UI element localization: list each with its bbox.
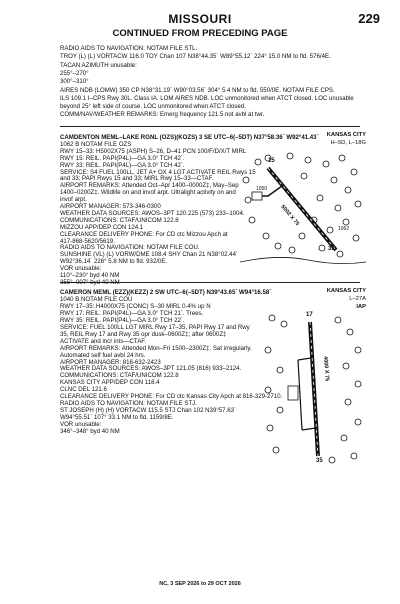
camdenton-line: RWY 33: REIL. PAPI(P4L)—GA 3.0° TCH 42´. (60, 161, 185, 169)
cameron-line: WEATHER DATA SOURCES: AWOS–3PT 121.05 (816) 933–2124. (60, 365, 242, 373)
cameron-line: VOR unusable: (60, 421, 102, 429)
cameron-rwy-end-35: 35 (316, 458, 323, 464)
cameron-line: CLNC DEL 121.6 (60, 386, 107, 394)
camdenton-line: VOR unusable: (60, 265, 102, 273)
cameron-runway-label: 4000 X 75 (322, 356, 330, 382)
continued-subtitle: CONTINUED FROM PRECEDING PAGE (112, 28, 288, 39)
cameron-line: 346°–348° byd 40 NM (60, 428, 120, 435)
top-block-line: ILS 109.1 I–CPS Rwy 30L. Class IA. LOM AIRES NDB. LOC unmonitored when ATCT closed. LOC unusable (60, 94, 354, 102)
camdenton-line: SUNSHINE (VL) (L) VORW/DME 108.4 SHY Chan 21 N38°02.44´ (60, 251, 238, 259)
camdenton-line: RWY 15–33: H5002X75 (ASPH) S–26, D–41 PCN 100/F/D/X/T MIRL (60, 147, 247, 155)
camdenton-line: 417-868-5620/5619. (60, 237, 115, 245)
top-block-line: 255°–270° (60, 69, 89, 77)
cameron-airport-diagram (262, 310, 366, 468)
page-number: 229 (358, 11, 380, 26)
camdenton-line: 110°–230° byd 40 NM (60, 272, 120, 279)
camdenton-runway-label: 5002 X 75 (279, 204, 301, 228)
top-block-line: beyond 25° left side of course. LOC unmonitored when ATCT closed. (60, 103, 246, 111)
cameron-line: CLEARANCE DELIVERY PHONE: For CD ctc Kansas City Apch at 816-329-2710. (60, 393, 283, 401)
top-block-line: AIRES NDB (LOMW) 350 CP N38°31.19´ W90°03.56´ 304° 5.4 NM to fld. 550/0E. NOTAM FILE CPS. (60, 86, 335, 94)
cameron-line: RWY 17–35: H4000X75 (CONC) S–30 MIRL 0.4% up N (60, 302, 211, 310)
camdenton-line: RADIO AIDS TO NAVIGATION: NOTAM FILE COU. (60, 244, 200, 252)
camdenton-airport-diagram (238, 150, 368, 268)
camdenton-rwy-end-15: 15 (268, 158, 275, 164)
camdenton-line: 1400–0200Z‡. Wildlife on and invof arpt. Ultralight activity on and (60, 189, 236, 197)
top-block-line: COMM/NAV/WEATHER REMARKS: Emerg frequency 121.5 not avbl at twr. (60, 111, 265, 119)
cameron-region: KANSAS CITY (326, 288, 366, 294)
cameron-iap: IAP (356, 304, 366, 310)
camdenton-line: AIRPORT REMARKS: Attended Oct–Apr 1400–0000Z‡, May–Sep (60, 182, 239, 190)
camdenton-line: COMMUNICATIONS: CTAF/UNICOM 122.8 (60, 216, 179, 224)
cameron-line: 1040 B NOTAM FILE COU (60, 295, 133, 303)
top-block-line: TACAN AZIMUTH unusable: (60, 61, 137, 69)
camdenton-line: 355°–007° byd 40 NM (60, 278, 120, 286)
cameron-line: SERVICE: FUEL 100LL LGT MIRL Rwy 17–35, PAPI Rwy 17 and Rwy (60, 323, 250, 331)
cameron-line: ST JOSEPH (H) (H) VORTACW 115.5 STJ Chan 102 N39°57.63´ (60, 407, 237, 415)
cameron-line: COMMUNICATIONS: CTAF/UNICOM 122.8 (60, 372, 179, 380)
page-title: MISSOURI (168, 12, 232, 26)
camdenton-line: 1062 B NOTAM FILE OZS (60, 140, 132, 148)
camdenton-line: invof arpt. (60, 196, 87, 204)
camdenton-line: RWY 15: REIL. PAPI(P4L)—GA 3.0° TCH 42´. (60, 154, 185, 162)
camdenton-line: SERVICE: S4 FUEL 100LL, JET A+ OX 4 LGT ACTIVATE REIL Rwys 15 (60, 168, 256, 176)
top-block-line: RADIO AIDS TO NAVIGATION: NOTAM FILE STL. (60, 45, 198, 52)
camdenton-line: CLEARANCE DELIVERY PHONE: For CD ctc Mizzou Apch at (60, 230, 228, 238)
camdenton-line: CAMDENTON MEML–LAKE RGNL (OZS)(KOZS) 3 SE UTC–6(–5DT) N37°58.36´ W92°41.43´ (60, 134, 319, 141)
cameron-line: RWY 17: REIL. PAPI(P4L)—GA 3.0° TCH 21´. Trees. (60, 309, 204, 317)
effective-dates-footer: NC, 3 SEP 2026 to 29 OCT 2026 (159, 581, 241, 587)
camdenton-line: WEATHER DATA SOURCES: AWOS–3PT 120.225 (573) 233–1004. (60, 209, 245, 217)
camdenton-line: AIRPORT MANAGER: 573-346-0300 (60, 203, 161, 210)
cameron-rwy-end-17: 17 (306, 312, 313, 318)
cameron-line: Automated self fuel avbl 24 hrs. (60, 351, 146, 359)
camdenton-charts: H–5D, L–18G (330, 140, 366, 146)
cameron-line: RWY 35: REIL. PAPI(P4L)—GA 3.0° TCH 22´. (60, 316, 185, 324)
cameron-line: 35, REIL Rwy 17 and Rwy 35 opr dusk–0600Z‡; after 0600Z‡ (60, 330, 227, 338)
cameron-line: RADIO AIDS TO NAVIGATION: NOTAM FILE STJ. (60, 400, 197, 408)
camdenton-line: W92°36.14´ 226° 5.8 NM to fld. 932/0E. (60, 258, 168, 266)
cameron-line: W94°55.51´ 107° 33.1 NM to fld. 1159/8E. (60, 414, 174, 422)
top-block-line: TROY (L) (L) VORTACW 116.0 TOY Chan 107 N38°44.35´ W89°55.12´ 224° 15.0 NM to fld. 576/4E. (60, 53, 331, 61)
camdenton-elevation-a: 1050 (256, 186, 268, 192)
section-divider (60, 126, 360, 127)
cameron-line: ACTIVATE and incr ints—CTAF. (60, 337, 147, 345)
top-block-line: 300°–310° (60, 78, 89, 86)
cameron-line: AIRPORT REMARKS: Attended Mon–Fri 1500–2300Z‡. Sat irregularly. (60, 344, 252, 352)
cameron-line: KANSAS CITY APP/DEP CON 118.4 (60, 379, 160, 387)
cameron-line: AIRPORT MANAGER: 816-632-2423 (60, 358, 161, 366)
camdenton-elevation-b: 1062 (338, 226, 350, 232)
cameron-charts: L–27A (349, 296, 366, 302)
camdenton-rwy-end-33: 33 (328, 246, 335, 252)
camdenton-region: KANSAS CITY (326, 132, 366, 138)
camdenton-line: and 33; PAPI Rwys 15 and 33; MIRL Rwy 15–33—CTAF. (60, 175, 214, 183)
camdenton-line: MIZZOU APP/DEP CON 124.1 (60, 223, 144, 231)
cameron-line: CAMERON MEML (EZZ)(KEZZ) 2 SW UTC–6(–5DT) N39°43.65´ W94°16.58´ (60, 289, 272, 296)
